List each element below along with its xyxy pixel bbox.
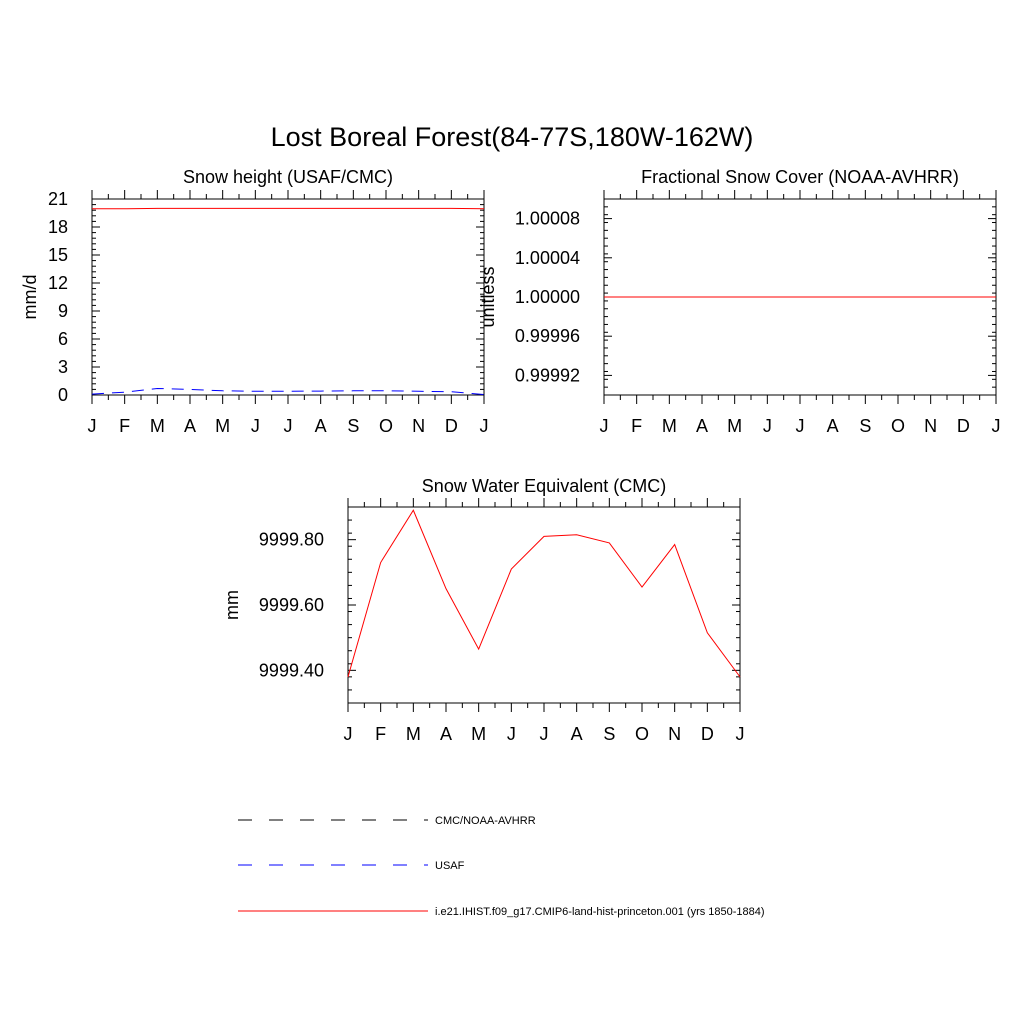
x-tick-label: J — [795, 416, 805, 436]
panel-title: Snow Water Equivalent (CMC) — [421, 476, 667, 496]
y-tick-label: 1.00004 — [514, 247, 580, 268]
panel-title: Fractional Snow Cover (NOAA-AVHRR) — [641, 167, 959, 187]
x-tick-label: A — [695, 416, 709, 436]
chart-panel-3 — [222, 476, 745, 744]
x-tick-label: M — [149, 416, 165, 436]
x-tick-label: J — [539, 724, 549, 744]
y-tick-label: 1.00000 — [514, 287, 580, 307]
x-tick-label: J — [250, 416, 260, 436]
x-tick-label: S — [859, 416, 872, 436]
panel-title: Snow height (USAF/CMC) — [182, 167, 394, 187]
x-tick-label: N — [924, 416, 938, 436]
x-tick-label: A — [570, 724, 583, 744]
x-tick-label: D — [444, 416, 458, 436]
x-tick-label: J — [87, 416, 97, 436]
y-tick-label: 3 — [57, 357, 68, 377]
y-tick-label: 12 — [47, 273, 68, 293]
legend-label: CMC/NOAA-AVHRR — [435, 815, 536, 827]
x-tick-label: J — [343, 724, 353, 744]
x-tick-label: J — [283, 416, 293, 436]
y-tick-label: 0 — [57, 385, 68, 405]
x-tick-label: F — [119, 416, 131, 436]
series-line-usaf — [92, 388, 484, 394]
x-tick-label: O — [378, 416, 394, 436]
x-tick-label: D — [956, 416, 970, 436]
x-tick-label: J — [762, 416, 772, 436]
chart-panels — [20, 167, 1001, 744]
x-tick-label: J — [735, 724, 745, 744]
y-axis-label: mm — [222, 590, 242, 620]
plot-frame — [92, 199, 484, 395]
x-tick-label: M — [405, 724, 421, 744]
x-tick-label: J — [506, 724, 516, 744]
y-axis-label: unitless — [478, 266, 498, 328]
x-tick-label: M — [727, 416, 743, 436]
main-title: Lost Boreal Forest(84-77S,180W-162W) — [270, 122, 754, 152]
y-tick-label: 9 — [57, 301, 68, 321]
x-tick-label: F — [375, 724, 387, 744]
y-tick-label: 9999.80 — [258, 529, 324, 550]
legend-label: USAF — [435, 860, 465, 872]
y-tick-label: 0.99996 — [514, 326, 580, 347]
chart-panel-2 — [478, 167, 1001, 436]
x-tick-label: M — [661, 416, 677, 436]
series-line-model — [348, 510, 740, 677]
y-tick-label: 6 — [57, 329, 68, 349]
legend-label: i.e21.IHIST.f09_g17.CMIP6-land-hist-princeton.001 (yrs 1850-1884) — [435, 906, 765, 918]
x-tick-label: N — [412, 416, 426, 436]
y-tick-label: 15 — [47, 245, 68, 265]
x-tick-label: S — [347, 416, 360, 436]
x-tick-label: O — [890, 416, 906, 436]
legend — [238, 815, 765, 918]
x-tick-label: J — [991, 416, 1001, 436]
x-tick-label: F — [631, 416, 643, 436]
x-tick-label: A — [439, 724, 453, 744]
x-tick-label: J — [479, 416, 489, 436]
y-axis-label: mm/d — [20, 274, 40, 320]
y-tick-label: 9999.60 — [258, 595, 324, 615]
y-tick-label: 0.99992 — [514, 365, 580, 386]
x-tick-label: A — [314, 416, 327, 436]
x-tick-label: A — [826, 416, 839, 436]
x-tick-label: A — [183, 416, 197, 436]
x-tick-label: S — [603, 724, 616, 744]
x-tick-label: D — [700, 724, 714, 744]
x-tick-label: M — [215, 416, 231, 436]
x-tick-label: M — [471, 724, 487, 744]
x-tick-label: J — [599, 416, 609, 436]
x-tick-label: O — [634, 724, 650, 744]
y-tick-label: 9999.40 — [258, 660, 324, 681]
y-tick-label: 21 — [47, 189, 68, 209]
y-tick-label: 1.00008 — [514, 208, 580, 229]
y-tick-label: 18 — [47, 217, 68, 237]
x-tick-label: N — [668, 724, 682, 744]
chart-panel-1 — [20, 167, 489, 436]
